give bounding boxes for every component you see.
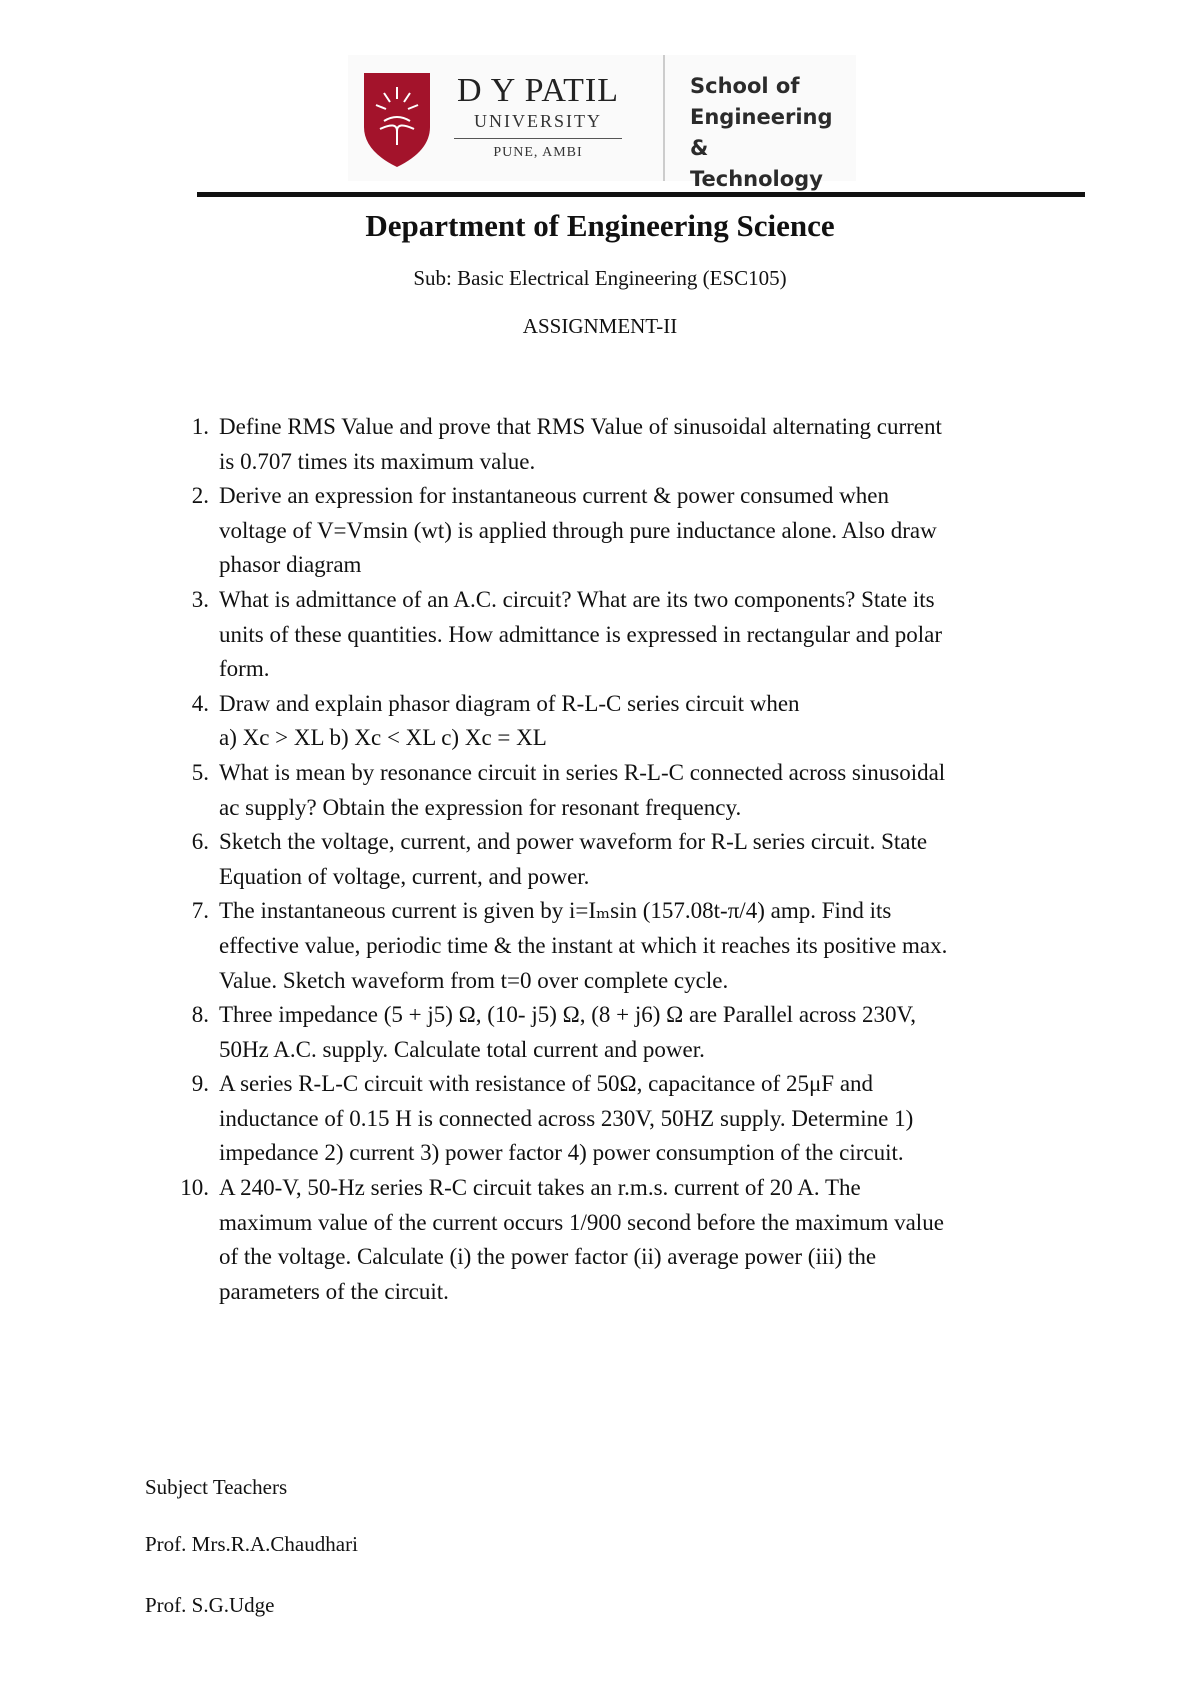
question-number: 1. [191, 414, 209, 439]
question-text-line: Three impedance (5 + j5) Ω, (10- j5) Ω, (8 + j6) Ω are Parallel across 230V, [219, 1002, 916, 1028]
question-number: 2. [191, 483, 209, 509]
school-line-2: Engineering & [690, 105, 833, 160]
question-text-line: The instantaneous current is given by i=Iₘsin (157.08t-π/4) amp. Find its [219, 898, 892, 924]
university-shield-logo [362, 69, 432, 169]
question-item [175, 998, 1070, 1067]
university-logo-banner [348, 55, 856, 191]
question-text-line: a) Xc > XL b) Xc < XL c) Xc = XL [219, 725, 547, 751]
question-text-line: form. [219, 656, 270, 682]
question-item [175, 825, 1070, 894]
question-text-line: Draw and explain phasor diagram of R-L-C series circuit when [219, 690, 800, 716]
question-text-line: of the voltage. Calculate (i) the power factor (ii) average power (iii) the [219, 1244, 877, 1270]
subject-line: Sub: Basic Electrical Engineering (ESC105) [413, 266, 787, 290]
question-number: 6. [191, 829, 209, 855]
subject-teachers-heading: Subject Teachers [145, 1475, 288, 1499]
question-text-line: impedance 2) current 3) power factor 4) power consumption of the circuit. [219, 1140, 904, 1166]
question-number: 4. [191, 690, 209, 716]
question-text-line: ac supply? Obtain the expression for resonant frequency. [219, 794, 742, 820]
question-list [175, 410, 1070, 1309]
logo-divider [663, 55, 665, 181]
question-text-line: is 0.707 times its maximum value. [219, 448, 536, 474]
question-text-line: maximum value of the current occurs 1/900 second before the maximum value [219, 1209, 944, 1235]
question-number: 10. [180, 1175, 209, 1201]
school-line-3: Technology [690, 167, 823, 191]
question-item [175, 583, 1070, 687]
question-item [175, 894, 1070, 998]
question-text-line: Equation of voltage, current, and power. [219, 863, 590, 889]
question-text-line: effective value, periodic time & the instant at which it reaches its positive max. [219, 932, 948, 958]
question-text-line: Sketch the voltage, current, and power waveform for R-L series circuit. State [219, 829, 928, 855]
question-item [175, 1067, 1070, 1171]
school-line-1: School of [690, 74, 800, 98]
logo-rule [454, 138, 622, 139]
question-item [175, 687, 1070, 756]
question-item [175, 479, 1070, 583]
question-number: 8. [191, 1002, 209, 1028]
question-text-line: parameters of the circuit. [219, 1278, 449, 1304]
department-title: Department of Engineering Science [365, 208, 835, 243]
header-rule [197, 192, 1085, 197]
university-location: PUNE, AMBI [493, 145, 583, 160]
university-name: D Y PATIL [456, 72, 620, 109]
question-text-line: Define RMS Value and prove that RMS Value of sinusoidal alternating current [219, 414, 942, 439]
question-text-line: A 240-V, 50-Hz series R-C circuit takes an r.m.s. current of 20 A. The [219, 1175, 861, 1201]
question-number: 5. [191, 759, 209, 785]
question-text-line: 50Hz A.C. supply. Calculate total current and power. [219, 1036, 705, 1062]
school-name [690, 71, 856, 195]
question-item [175, 410, 1070, 479]
question-number: 7. [191, 898, 209, 924]
question-text-line: What is mean by resonance circuit in series R-L-C connected across sinusoidal [219, 759, 946, 785]
assignment-title: ASSIGNMENT-II [522, 314, 678, 338]
question-text-line: What is admittance of an A.C. circuit? What are its two components? State its [219, 586, 935, 612]
question-text-line: Value. Sketch waveform from t=0 over complete cycle. [219, 967, 729, 993]
teacher-name: Prof. Mrs.R.A.Chaudhari [145, 1532, 358, 1556]
question-text-line: voltage of V=Vmsin (wt) is applied through pure inductance alone. Also draw [219, 517, 937, 543]
question-text-line: units of these quantities. How admittance is expressed in rectangular and polar [219, 621, 943, 647]
question-text-line: phasor diagram [219, 552, 362, 578]
university-name-block [448, 73, 628, 161]
question-item [175, 1171, 1070, 1309]
question-text-line: inductance of 0.15 H is connected across 230V, 50HZ supply. Determine 1) [219, 1105, 914, 1131]
teacher-name: Prof. S.G.Udge [145, 1593, 275, 1617]
university-subtitle: UNIVERSITY [474, 111, 602, 131]
question-number: 3. [191, 586, 209, 612]
question-text-line: A series R-L-C circuit with resistance of 50Ω, capacitance of 25μF and [219, 1071, 874, 1097]
question-item [175, 756, 1070, 825]
question-number: 9. [191, 1071, 209, 1097]
question-text-line: Derive an expression for instantaneous current & power consumed when [219, 483, 889, 509]
